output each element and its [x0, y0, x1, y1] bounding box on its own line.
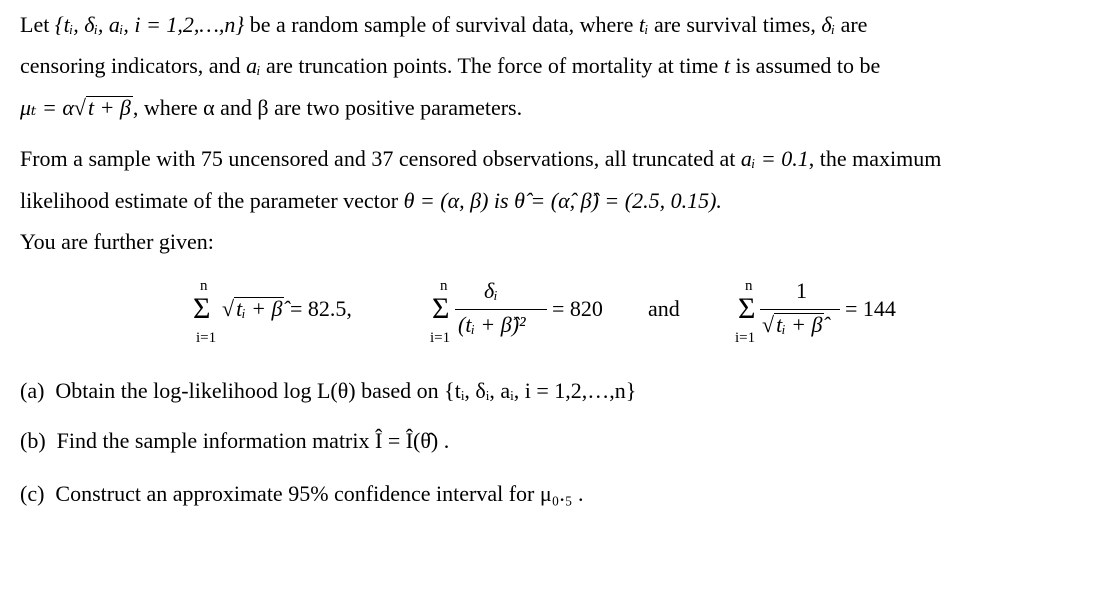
intro-line-1 [20, 12, 867, 38]
sum1-sigma: Σ [193, 292, 211, 325]
math-t: t [723, 53, 730, 78]
sum3-value: = 144 [845, 296, 896, 321]
sum2-fraction-bar [455, 309, 547, 310]
text: , where α and β are two positive parameters. [132, 95, 523, 120]
radical-sign: √ [762, 312, 775, 337]
math-a-eq: aᵢ = 0.1 [740, 146, 809, 171]
sum3-sqrt-arg: tᵢ + β̂ [776, 312, 823, 337]
sum2-lower: i=1 [430, 330, 451, 346]
text: , the maximum [808, 146, 942, 171]
math-delta: δᵢ [821, 12, 836, 37]
sum3-numerator: 1 [796, 278, 807, 303]
text: likelihood estimate of the parameter vector [20, 188, 399, 213]
text: censoring indicators, and [20, 53, 241, 78]
math-ai: aᵢ [246, 53, 261, 78]
sum3-upper: n [745, 278, 753, 294]
radical-sign: √ [222, 296, 235, 321]
text: Let [20, 12, 50, 37]
math-sqrt-arg: t + β [87, 95, 131, 120]
math-set: {tᵢ, δᵢ, aᵢ, i = 1,2,…,n} [54, 12, 245, 37]
question-text: Find the sample information matrix Î = Î(θ̂) . [56, 428, 450, 453]
sum1-expr [222, 296, 352, 322]
question-c [20, 481, 584, 507]
intro-line-3 [20, 95, 522, 121]
math-theta: θ = (α, β) is θ̂ = (α̂, β̂) = (2.5, 0.15). [403, 188, 722, 213]
sum3-denominator [762, 312, 824, 338]
given-line-1 [20, 146, 941, 172]
question-label: (c) [20, 481, 45, 506]
text: are [840, 12, 868, 37]
given-line-2 [20, 188, 722, 214]
and-text: and [648, 296, 680, 321]
radical-sign: √ [73, 95, 86, 120]
sum2-denominator: (tᵢ + β̂)² [458, 312, 526, 337]
sum2-upper: n [440, 278, 448, 294]
sum2-sigma: Σ [432, 292, 450, 325]
sum2-value: = 820 [552, 296, 603, 321]
question-b [20, 428, 449, 454]
sum3-sigma: Σ [738, 292, 756, 325]
given-line-3 [20, 229, 214, 255]
sum1-sqrt-arg: tᵢ + β̂ [236, 296, 283, 321]
question-label: (b) [20, 428, 46, 453]
text: is assumed to be [735, 53, 881, 78]
formula-block [0, 272, 1110, 362]
text: From a sample with 75 uncensored and 37 censored observations, all truncated at [20, 146, 736, 171]
sum2-numerator: δᵢ [484, 278, 498, 303]
text: are truncation points. The force of mortality at time [266, 53, 719, 78]
sum1-value: = 82.5, [289, 296, 352, 321]
math-mu: μₜ = α [20, 95, 74, 120]
math-ti: tᵢ [638, 12, 649, 37]
question-text: Obtain the log-likelihood log L(θ) based on {tᵢ, δᵢ, aᵢ, i = 1,2,…,n} [55, 378, 637, 403]
question-label: (a) [20, 378, 45, 403]
sum3-fraction-bar [760, 309, 840, 310]
question-a [20, 378, 636, 404]
text: are survival times, [653, 12, 816, 37]
sum3-lower: i=1 [735, 330, 756, 346]
intro-line-2 [20, 53, 880, 79]
text: be a random sample of survival data, where [249, 12, 634, 37]
question-text: Construct an approximate 95% confidence interval for μ₀.₅ . [55, 481, 584, 506]
text: You are further given: [20, 229, 214, 254]
sum1-lower: i=1 [196, 330, 217, 346]
sum1-upper: n [200, 278, 208, 294]
